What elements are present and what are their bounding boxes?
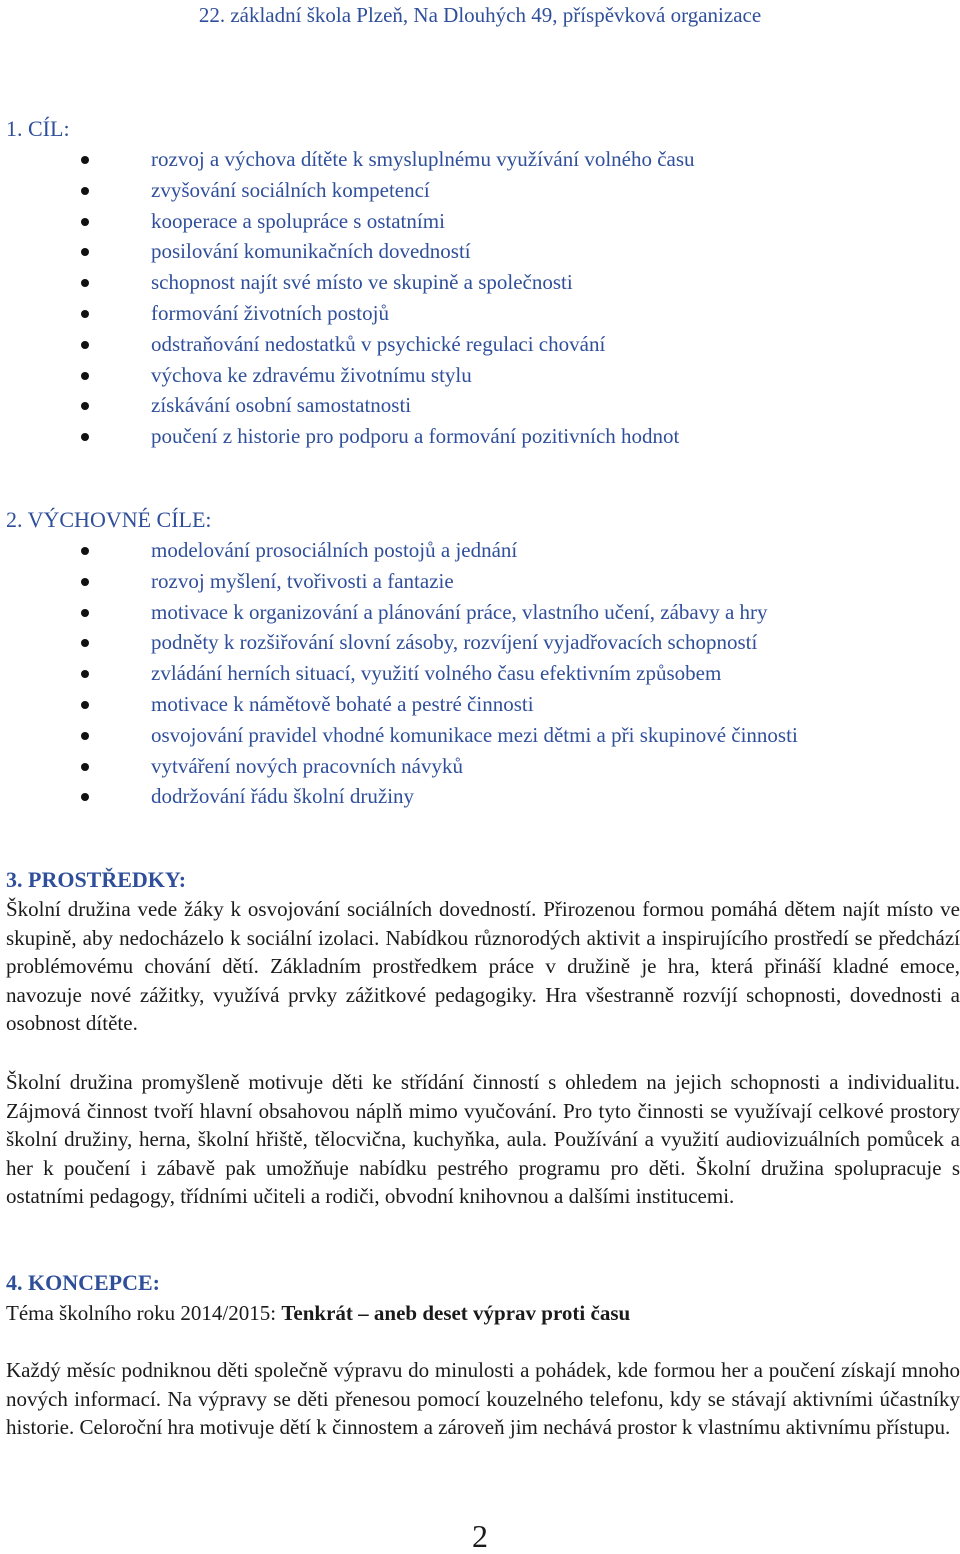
- bullet-icon: [81, 433, 89, 441]
- bullet-icon: [81, 341, 89, 349]
- list-item: posilování komunikačních dovedností: [0, 236, 960, 267]
- list-item: rozvoj myšlení, tvořivosti a fantazie: [0, 566, 960, 597]
- section-3-heading: 3. PROSTŘEDKY:: [6, 867, 187, 892]
- list-item: zvládání herních situací, využití volného času efektivním způsobem: [0, 658, 960, 689]
- list-item: modelování prosociálních postojů a jednání: [0, 535, 960, 566]
- list-item: poučení z historie pro podporu a formování pozitivních hodnot: [0, 421, 960, 452]
- bullet-icon: [81, 763, 89, 771]
- section-1-heading: 1. CÍL:: [6, 116, 70, 141]
- list-item: výchova ke zdravému životnímu stylu: [0, 360, 960, 391]
- section-2-list: [0, 535, 960, 812]
- bullet-icon: [81, 402, 89, 410]
- page-number: 2: [472, 1518, 488, 1554]
- bullet-icon: [81, 279, 89, 287]
- list-item: zvyšování sociálních kompetencí: [0, 175, 960, 206]
- bullet-icon: [81, 578, 89, 586]
- page-header: 22. základní škola Plzeň, Na Dlouhých 49, příspěvková organizace: [198, 3, 762, 27]
- list-item: dodržování řádu školní družiny: [0, 781, 960, 812]
- bullet-icon: [81, 156, 89, 164]
- theme-prefix: Téma školního roku 2014/2015:: [6, 1301, 282, 1325]
- section-2-heading: 2. VÝCHOVNÉ CÍLE:: [6, 507, 212, 532]
- list-item: vytváření nových pracovních návyků: [0, 751, 960, 782]
- list-item: motivace k organizování a plánování práce, vlastního učení, zábavy a hry: [0, 597, 960, 628]
- bullet-icon: [81, 793, 89, 801]
- section-3-paragraph-1: Školní družina vede žáky k osvojování sociálních dovedností. Přirozenou formou pomáhá dětem najít místo ve skupině, aby nedocházelo k sociální izolaci. Nabídkou různorodých aktivit a inspirujícího prostředí se předchází problémovému chování dětí. Základním prostředkem práce v družině je hra, která přináší kladné emoce, navozuje nové zážitky, využívá prvky zážitkové pedagogiky. Hra všestranně rozvíjí schopnosti, dovednosti a osobnost dítěte.: [6, 897, 960, 1036]
- bullet-icon: [81, 310, 89, 318]
- theme-line: [6, 1299, 630, 1327]
- list-item: motivace k námětově bohaté a pestré činnosti: [0, 689, 960, 720]
- bullet-icon: [81, 372, 89, 380]
- bullet-icon: [81, 701, 89, 709]
- list-item: kooperace a spolupráce s ostatními: [0, 206, 960, 237]
- list-item: osvojování pravidel vhodné komunikace mezi dětmi a při skupinové činnosti: [0, 720, 960, 751]
- section-1-list: [0, 144, 960, 452]
- list-item: odstraňování nedostatků v psychické regulaci chování: [0, 329, 960, 360]
- list-item: získávání osobní samostatnosti: [0, 390, 960, 421]
- list-item: podněty k rozšiřování slovní zásoby, rozvíjení vyjadřovacích schopností: [0, 627, 960, 658]
- bullet-icon: [81, 670, 89, 678]
- bullet-icon: [81, 248, 89, 256]
- section-4-heading: 4. KONCEPCE:: [6, 1270, 160, 1295]
- theme-title: Tenkrát – aneb deset výprav proti času: [281, 1301, 631, 1325]
- section-4-paragraph: Každý měsíc podniknou děti společně výpravu do minulosti a pohádek, kde formou her a poučení získají mnoho nových informací. Na výpravy se děti přenesou pomocí kouzelného telefonu, kdy se stávají aktivními účastníky historie. Celoroční hra motivuje dětí k činnostem a zároveň jim nechává prostor k vlastnímu aktivnímu přístupu.: [6, 1358, 960, 1440]
- bullet-icon: [81, 218, 89, 226]
- list-item: schopnost najít své místo ve skupině a společnosti: [0, 267, 960, 298]
- list-item: formování životních postojů: [0, 298, 960, 329]
- bullet-icon: [81, 732, 89, 740]
- bullet-icon: [81, 639, 89, 647]
- bullet-icon: [81, 609, 89, 617]
- bullet-icon: [81, 187, 89, 195]
- section-3-paragraph-2: Školní družina promyšleně motivuje děti ke střídání činností s ohledem na jejich schopnosti a individualitu. Zájmová činnost tvoří hlavní obsahovou náplň mimo vyučování. Pro tyto činnosti se využívají celkové prostory školní družiny, herna, školní hřiště, tělocvična, kuchyňka, aula. Používání a využití audiovizuálních pomůcek a her k poučení i zábavě pak umožňuje nabídku pestrého programu pro děti. Školní družina spolupracuje s ostatními pedagogy, třídními učiteli a rodiči, obvodní knihovnou a dalšími institucemi.: [6, 1070, 960, 1209]
- list-item: rozvoj a výchova dítěte k smysluplnému využívání volného času: [0, 144, 960, 175]
- bullet-icon: [81, 547, 89, 555]
